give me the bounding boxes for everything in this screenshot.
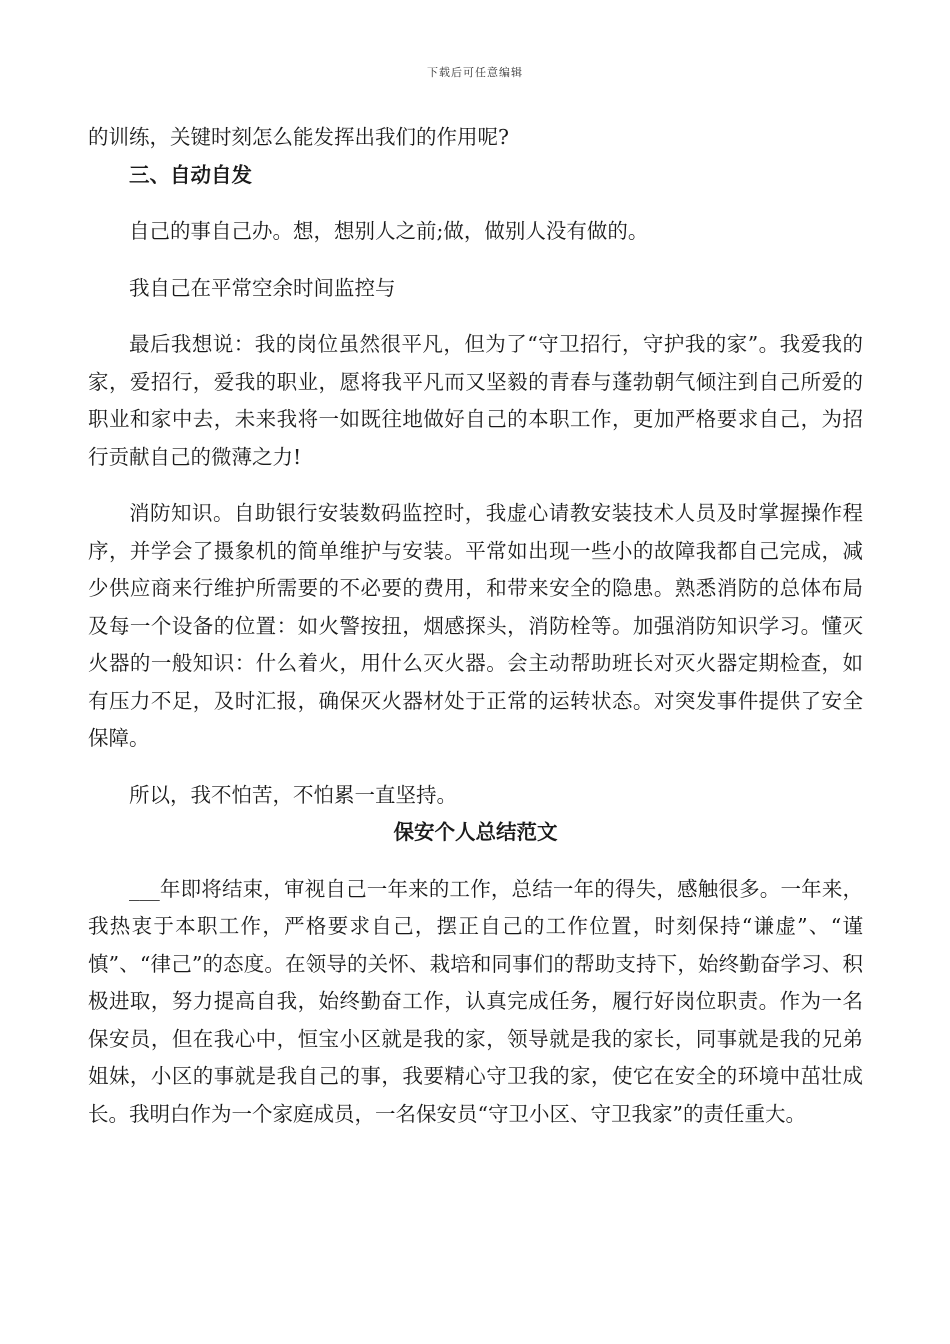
paragraph-closing-remarks: 最后我想说：我的岗位虽然很平凡，但为了“守卫招行，守护我的家”。我爱我的家，爱招行，爱我的职业，愿将我平凡而又坚毅的青春与蓬勃朝气倾注到自己所爱的职业和家中去，未来我将一如既往地做好自己的本职工作，更加严格要求自己，为招行贡献自己的微薄之力! bbox=[88, 332, 863, 469]
paragraph-self-reliance: 自己的事自己办。想，想别人之前;做，做别人没有做的。 bbox=[129, 219, 649, 243]
section-heading: 三、自动自发 bbox=[129, 162, 252, 187]
article-title: 保安个人总结范文 bbox=[393, 820, 558, 844]
document-body bbox=[88, 119, 863, 1133]
page-header-note: 下载后可任意编辑 bbox=[427, 66, 523, 79]
paragraph-fire-knowledge: 消防知识。自助银行安装数码监控时，我虚心请教安装技术人员及时掌握操作程序，并学会了摄象机的简单维护与安装。平常如出现一些小的故障我都自己完成，减少供应商来行维护所需要的不必要的费用，和带来安全的隐患。熟悉消防的总体布局及每一个设备的位置：如火警按扭，烟感探头，消防栓等。加强消防知识学习。懂灭火器的一般知识：什么着火，用什么灭火器。会主动帮助班长对灭火器定期检查，如有压力不足，及时汇报，确保灭火器材处于正常的运转状态。对突发事件提供了安全保障。 bbox=[88, 501, 863, 750]
paragraph-monitoring: 我自己在平常空余时间监控与 bbox=[129, 275, 396, 300]
paragraph-perseverance: 所以，我不怕苦，不怕累一直坚持。 bbox=[129, 782, 457, 807]
paragraph-continuation: 的训练，关键时刻怎么能发挥出我们的作用呢? bbox=[88, 125, 509, 149]
paragraph-year-summary: ___年即将结束，审视自己一年来的工作，总结一年的得失，感触很多。一年来，我热衷于本职工作，严格要求自己，摆正自己的工作位置，时刻保持“谦虚”、“谨慎”、“律己”的态度。在领导的关怀、栽培和同事们的帮助支持下，始终勤奋学习、积极进取，努力提高自我，始终勤奋工作，认真完成任务，履行好岗位职责。作为一名保安员，但在我心中，恒宝小区就是我的家，领导就是我的家长，同事就是我的兄弟姐妹，小区的事就是我自己的事，我要精心守卫我的家，使它在安全的环境中茁壮成长。我明白作为一个家庭成员，一名保安员“守卫小区、守卫我家”的责任重大。 bbox=[88, 876, 863, 1126]
